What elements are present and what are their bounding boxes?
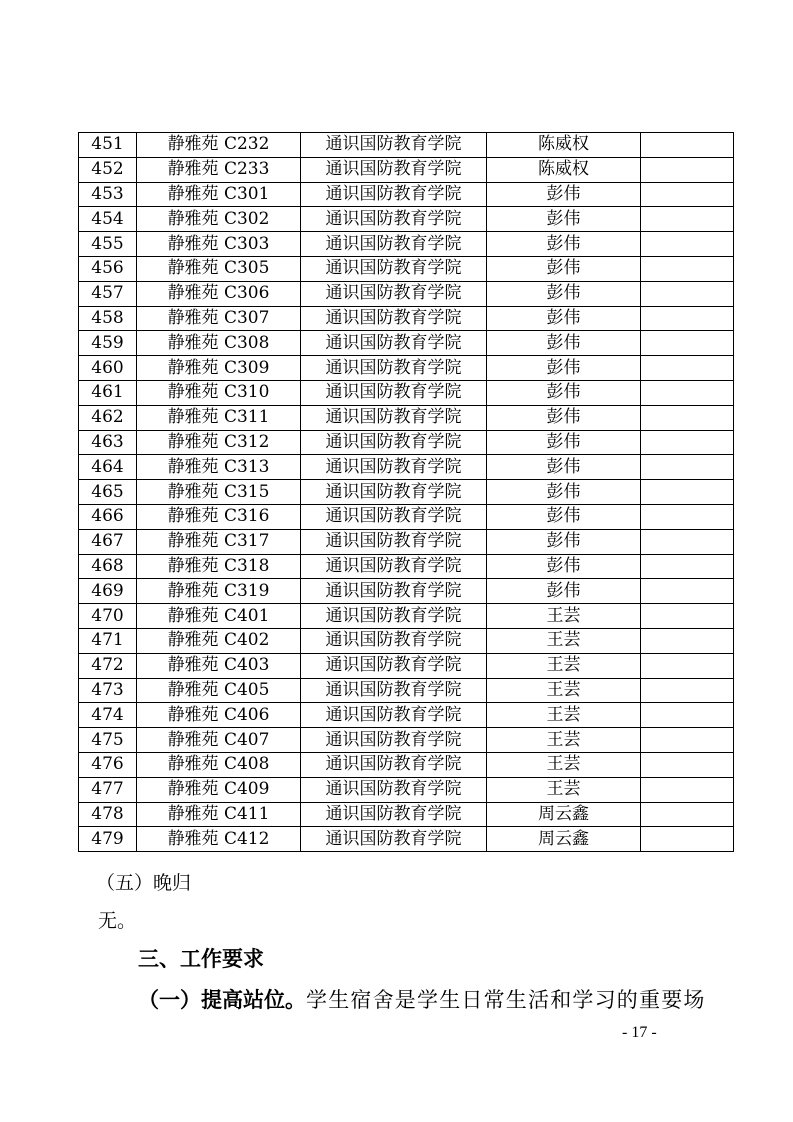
cell-person: 陈威权 bbox=[487, 157, 641, 182]
cell-note bbox=[641, 207, 734, 232]
cell-note bbox=[641, 455, 734, 480]
table-row bbox=[79, 256, 734, 281]
table-row bbox=[79, 380, 734, 405]
cell-college: 通识国防教育学院 bbox=[301, 182, 487, 207]
cell-person: 周云鑫 bbox=[487, 827, 641, 852]
cell-college: 通识国防教育学院 bbox=[301, 133, 487, 158]
cell-room: 静雅苑 C409 bbox=[137, 777, 301, 802]
table-row bbox=[79, 827, 734, 852]
cell-college: 通识国防教育学院 bbox=[301, 604, 487, 629]
cell-college: 通识国防教育学院 bbox=[301, 281, 487, 306]
cell-note bbox=[641, 628, 734, 653]
cell-person: 彭伟 bbox=[487, 480, 641, 505]
cell-room: 静雅苑 C319 bbox=[137, 579, 301, 604]
requirement-paragraph bbox=[138, 984, 706, 1014]
late-return-text: 无。 bbox=[98, 910, 137, 932]
cell-college: 通识国防教育学院 bbox=[301, 703, 487, 728]
cell-room: 静雅苑 C311 bbox=[137, 405, 301, 430]
table-row bbox=[79, 554, 734, 579]
cell-number: 456 bbox=[79, 256, 137, 281]
cell-note bbox=[641, 430, 734, 455]
cell-person: 王芸 bbox=[487, 604, 641, 629]
cell-note bbox=[641, 777, 734, 802]
cell-number: 476 bbox=[79, 752, 137, 777]
table-row bbox=[79, 182, 734, 207]
cell-person: 王芸 bbox=[487, 777, 641, 802]
cell-number: 475 bbox=[79, 728, 137, 753]
cell-college: 通识国防教育学院 bbox=[301, 529, 487, 554]
cell-person: 彭伟 bbox=[487, 504, 641, 529]
cell-room: 静雅苑 C303 bbox=[137, 232, 301, 257]
cell-note bbox=[641, 529, 734, 554]
cell-person: 彭伟 bbox=[487, 331, 641, 356]
cell-number: 457 bbox=[79, 281, 137, 306]
cell-person: 王芸 bbox=[487, 752, 641, 777]
cell-note bbox=[641, 604, 734, 629]
cell-room: 静雅苑 C308 bbox=[137, 331, 301, 356]
cell-note bbox=[641, 752, 734, 777]
cell-number: 478 bbox=[79, 802, 137, 827]
cell-number: 468 bbox=[79, 554, 137, 579]
requirement-lead: （一）提高站位。 bbox=[138, 988, 306, 1012]
cell-note bbox=[641, 232, 734, 257]
cell-note bbox=[641, 157, 734, 182]
cell-note bbox=[641, 480, 734, 505]
cell-number: 467 bbox=[79, 529, 137, 554]
cell-college: 通识国防教育学院 bbox=[301, 678, 487, 703]
cell-number: 460 bbox=[79, 356, 137, 381]
page-number: - 17 - bbox=[622, 1024, 657, 1041]
table-row bbox=[79, 653, 734, 678]
cell-person: 彭伟 bbox=[487, 455, 641, 480]
cell-number: 451 bbox=[79, 133, 137, 158]
table-row bbox=[79, 405, 734, 430]
requirements-heading: 三、工作要求 bbox=[138, 947, 264, 971]
cell-number: 459 bbox=[79, 331, 137, 356]
cell-number: 454 bbox=[79, 207, 137, 232]
cell-room: 静雅苑 C405 bbox=[137, 678, 301, 703]
cell-note bbox=[641, 331, 734, 356]
table-row bbox=[79, 678, 734, 703]
cell-number: 461 bbox=[79, 380, 137, 405]
cell-room: 静雅苑 C401 bbox=[137, 604, 301, 629]
cell-number: 470 bbox=[79, 604, 137, 629]
table-row bbox=[79, 455, 734, 480]
cell-note bbox=[641, 579, 734, 604]
cell-college: 通识国防教育学院 bbox=[301, 157, 487, 182]
cell-number: 455 bbox=[79, 232, 137, 257]
cell-note bbox=[641, 504, 734, 529]
cell-number: 477 bbox=[79, 777, 137, 802]
cell-person: 彭伟 bbox=[487, 554, 641, 579]
cell-college: 通识国防教育学院 bbox=[301, 752, 487, 777]
cell-room: 静雅苑 C406 bbox=[137, 703, 301, 728]
cell-note bbox=[641, 356, 734, 381]
cell-person: 王芸 bbox=[487, 678, 641, 703]
cell-number: 471 bbox=[79, 628, 137, 653]
table-row bbox=[79, 133, 734, 158]
table-row bbox=[79, 504, 734, 529]
dormitory-table bbox=[78, 132, 734, 852]
cell-person: 王芸 bbox=[487, 728, 641, 753]
cell-college: 通识国防教育学院 bbox=[301, 232, 487, 257]
cell-college: 通识国防教育学院 bbox=[301, 480, 487, 505]
cell-number: 474 bbox=[79, 703, 137, 728]
cell-person: 彭伟 bbox=[487, 256, 641, 281]
cell-person: 彭伟 bbox=[487, 281, 641, 306]
table-row bbox=[79, 752, 734, 777]
cell-room: 静雅苑 C315 bbox=[137, 480, 301, 505]
cell-note bbox=[641, 653, 734, 678]
cell-room: 静雅苑 C309 bbox=[137, 356, 301, 381]
cell-number: 465 bbox=[79, 480, 137, 505]
cell-college: 通识国防教育学院 bbox=[301, 430, 487, 455]
cell-college: 通识国防教育学院 bbox=[301, 628, 487, 653]
cell-room: 静雅苑 C411 bbox=[137, 802, 301, 827]
requirement-text: 学生宿舍是学生日常生活和学习的重要场 bbox=[306, 988, 706, 1012]
cell-note bbox=[641, 802, 734, 827]
cell-room: 静雅苑 C312 bbox=[137, 430, 301, 455]
cell-room: 静雅苑 C306 bbox=[137, 281, 301, 306]
table-row bbox=[79, 356, 734, 381]
cell-person: 彭伟 bbox=[487, 405, 641, 430]
cell-note bbox=[641, 405, 734, 430]
cell-room: 静雅苑 C407 bbox=[137, 728, 301, 753]
table-row bbox=[79, 281, 734, 306]
cell-number: 466 bbox=[79, 504, 137, 529]
cell-person: 彭伟 bbox=[487, 579, 641, 604]
cell-college: 通识国防教育学院 bbox=[301, 380, 487, 405]
late-return-heading: （五）晚归 bbox=[96, 872, 192, 894]
cell-college: 通识国防教育学院 bbox=[301, 653, 487, 678]
dormitory-table-body bbox=[79, 133, 734, 852]
cell-number: 463 bbox=[79, 430, 137, 455]
table-row bbox=[79, 480, 734, 505]
cell-room: 静雅苑 C302 bbox=[137, 207, 301, 232]
cell-person: 王芸 bbox=[487, 703, 641, 728]
table-row bbox=[79, 703, 734, 728]
cell-room: 静雅苑 C313 bbox=[137, 455, 301, 480]
cell-room: 静雅苑 C310 bbox=[137, 380, 301, 405]
cell-person: 彭伟 bbox=[487, 529, 641, 554]
cell-number: 452 bbox=[79, 157, 137, 182]
table-row bbox=[79, 430, 734, 455]
cell-college: 通识国防教育学院 bbox=[301, 728, 487, 753]
cell-room: 静雅苑 C403 bbox=[137, 653, 301, 678]
cell-room: 静雅苑 C307 bbox=[137, 306, 301, 331]
table-row bbox=[79, 306, 734, 331]
cell-college: 通识国防教育学院 bbox=[301, 306, 487, 331]
cell-room: 静雅苑 C316 bbox=[137, 504, 301, 529]
cell-room: 静雅苑 C233 bbox=[137, 157, 301, 182]
cell-room: 静雅苑 C412 bbox=[137, 827, 301, 852]
cell-note bbox=[641, 703, 734, 728]
cell-room: 静雅苑 C317 bbox=[137, 529, 301, 554]
cell-number: 453 bbox=[79, 182, 137, 207]
table-row bbox=[79, 579, 734, 604]
cell-room: 静雅苑 C408 bbox=[137, 752, 301, 777]
cell-college: 通识国防教育学院 bbox=[301, 356, 487, 381]
cell-note bbox=[641, 281, 734, 306]
cell-note bbox=[641, 678, 734, 703]
cell-number: 479 bbox=[79, 827, 137, 852]
table-row bbox=[79, 802, 734, 827]
cell-college: 通识国防教育学院 bbox=[301, 777, 487, 802]
cell-note bbox=[641, 133, 734, 158]
table-row bbox=[79, 529, 734, 554]
cell-college: 通识国防教育学院 bbox=[301, 802, 487, 827]
cell-person: 彭伟 bbox=[487, 207, 641, 232]
cell-number: 458 bbox=[79, 306, 137, 331]
cell-college: 通识国防教育学院 bbox=[301, 554, 487, 579]
cell-room: 静雅苑 C402 bbox=[137, 628, 301, 653]
cell-person: 周云鑫 bbox=[487, 802, 641, 827]
cell-number: 462 bbox=[79, 405, 137, 430]
table-row bbox=[79, 777, 734, 802]
table-row bbox=[79, 331, 734, 356]
cell-person: 彭伟 bbox=[487, 356, 641, 381]
cell-number: 464 bbox=[79, 455, 137, 480]
table-row bbox=[79, 157, 734, 182]
cell-note bbox=[641, 554, 734, 579]
cell-person: 彭伟 bbox=[487, 306, 641, 331]
cell-college: 通识国防教育学院 bbox=[301, 256, 487, 281]
cell-note bbox=[641, 728, 734, 753]
cell-college: 通识国防教育学院 bbox=[301, 405, 487, 430]
cell-college: 通识国防教育学院 bbox=[301, 504, 487, 529]
cell-number: 473 bbox=[79, 678, 137, 703]
table-row bbox=[79, 728, 734, 753]
table-row bbox=[79, 604, 734, 629]
cell-note bbox=[641, 256, 734, 281]
cell-person: 彭伟 bbox=[487, 380, 641, 405]
cell-college: 通识国防教育学院 bbox=[301, 331, 487, 356]
cell-college: 通识国防教育学院 bbox=[301, 827, 487, 852]
table-row bbox=[79, 628, 734, 653]
cell-note bbox=[641, 380, 734, 405]
table-row bbox=[79, 207, 734, 232]
cell-person: 彭伟 bbox=[487, 430, 641, 455]
cell-room: 静雅苑 C305 bbox=[137, 256, 301, 281]
cell-note bbox=[641, 306, 734, 331]
cell-college: 通识国防教育学院 bbox=[301, 455, 487, 480]
cell-number: 472 bbox=[79, 653, 137, 678]
cell-room: 静雅苑 C232 bbox=[137, 133, 301, 158]
cell-college: 通识国防教育学院 bbox=[301, 207, 487, 232]
table-row bbox=[79, 232, 734, 257]
cell-person: 王芸 bbox=[487, 628, 641, 653]
cell-person: 陈威权 bbox=[487, 133, 641, 158]
cell-number: 469 bbox=[79, 579, 137, 604]
cell-person: 彭伟 bbox=[487, 232, 641, 257]
cell-note bbox=[641, 827, 734, 852]
cell-note bbox=[641, 182, 734, 207]
cell-room: 静雅苑 C318 bbox=[137, 554, 301, 579]
cell-college: 通识国防教育学院 bbox=[301, 579, 487, 604]
cell-room: 静雅苑 C301 bbox=[137, 182, 301, 207]
cell-person: 王芸 bbox=[487, 653, 641, 678]
cell-person: 彭伟 bbox=[487, 182, 641, 207]
